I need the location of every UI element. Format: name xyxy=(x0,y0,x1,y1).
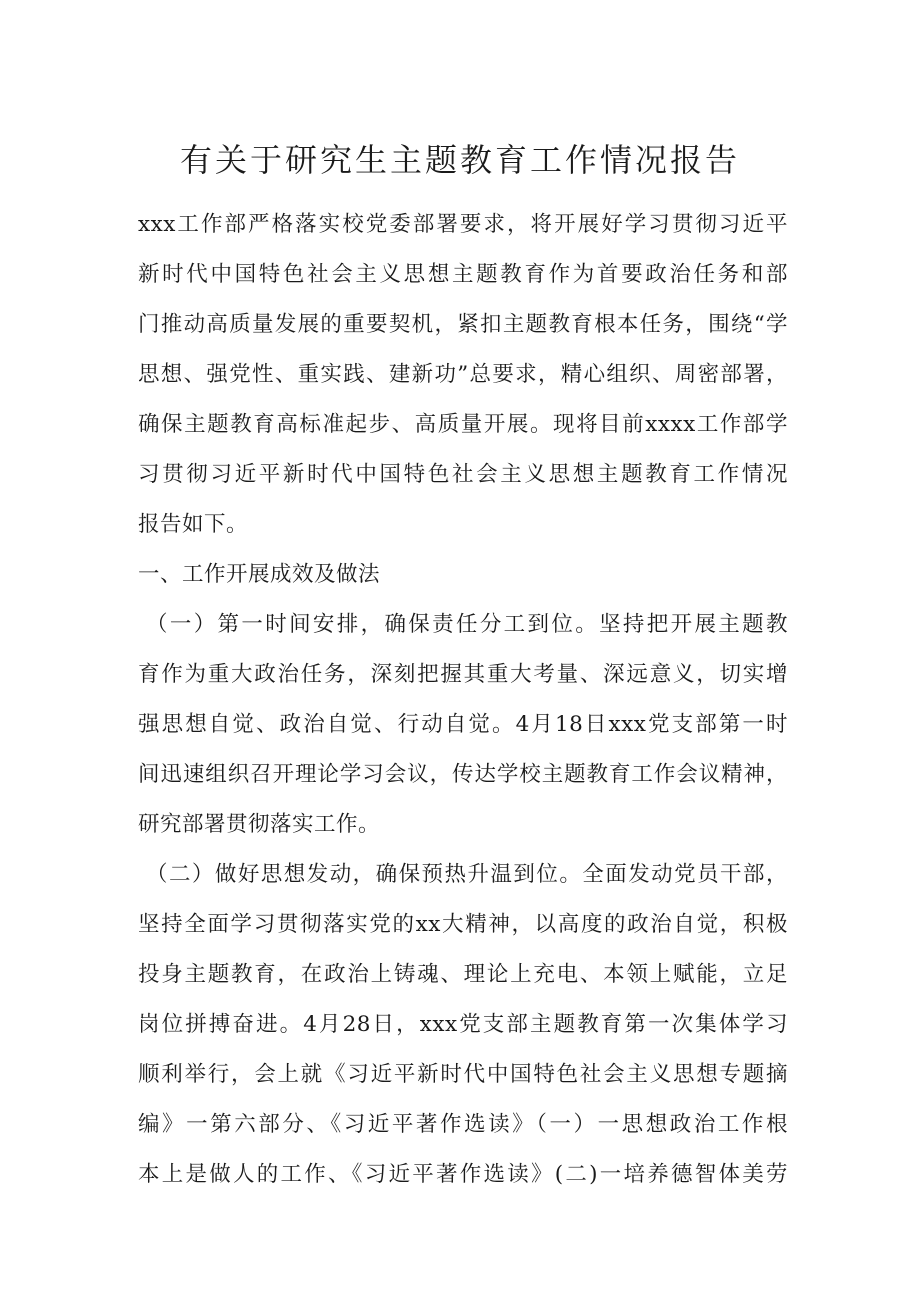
body-line: 坚持全面学习贯彻落实党的xx大精神，以高度的政治自觉，积极 xyxy=(138,912,788,937)
body-line: 顺利举行，会上就《习近平新时代中国特色社会主义思想专题摘 xyxy=(138,1062,788,1087)
body-line: （二）做好思想发动，确保预热升温到位。全面发动党员干部， xyxy=(146,862,788,887)
body-line: 习贯彻习近平新时代中国特色社会主义思想主题教育工作情况 xyxy=(138,462,788,487)
body-line: 新时代中国特色社会主义思想主题教育作为首要政治任务和部 xyxy=(138,262,788,287)
body-line: 间迅速组织召开理论学习会议，传达学校主题教育工作会议精神， xyxy=(138,762,788,787)
body-line: 确保主题教育高标准起步、高质量开展。现将目前xxxx工作部学 xyxy=(138,412,788,437)
body-line: 报告如下。 xyxy=(138,512,249,537)
body-line: 研究部署贯彻落实工作。 xyxy=(138,812,381,837)
document-title: 有关于研究生主题教育工作情况报告 xyxy=(179,141,740,179)
body-line: 本上是做人的工作、《习近平著作选读》(二)一培养德智体美劳 xyxy=(138,1162,788,1187)
body-line: （一）第一时间安排，确保责任分工到位。坚持把开展主题教 xyxy=(146,612,788,637)
document-body xyxy=(138,200,788,1200)
body-line: 投身主题教育，在政治上铸魂、理论上充电、本领上赋能，立足 xyxy=(138,962,788,987)
body-line: 育作为重大政治任务，深刻把握其重大考量、深远意义，切实增 xyxy=(138,662,788,687)
body-line: 强思想自觉、政治自觉、行动自觉。4月18日xxx党支部第一时 xyxy=(138,712,788,737)
body-line: 编》一第六部分、《习近平著作选读》（一）一思想政治工作根 xyxy=(138,1112,788,1137)
body-line: 岗位拼搏奋进。4月28日，xxx党支部主题教育第一次集体学习 xyxy=(138,1012,788,1037)
body-line: 一、工作开展成效及做法 xyxy=(138,562,381,587)
body-line: xxx工作部严格落实校党委部署要求，将开展好学习贯彻习近平 xyxy=(138,212,788,237)
body-line: 门推动高质量发展的重要契机，紧扣主题教育根本任务，围绕“学 xyxy=(138,312,788,337)
body-line: 思想、强党性、重实践、建新功”总要求，精心组织、周密部署， xyxy=(138,362,788,387)
